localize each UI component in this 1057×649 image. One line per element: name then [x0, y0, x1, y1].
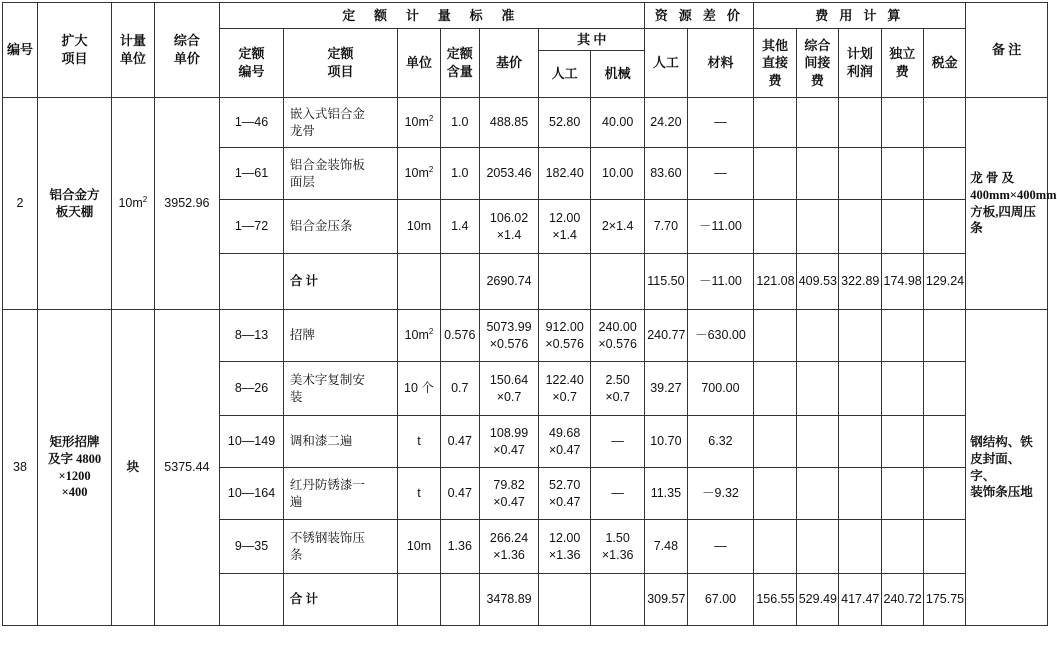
quota-labor: 182.40 — [539, 148, 591, 200]
quota-base: 5073.99 ×0.576 — [479, 310, 538, 362]
header-other-direct: 其他 直接 费 — [754, 29, 796, 98]
quota-code: 10—149 — [220, 416, 284, 468]
quota-unit-base: 10m — [406, 219, 432, 234]
diff-material: — — [687, 520, 754, 574]
quota-unit — [398, 468, 440, 520]
header-among: 其 中 — [539, 29, 645, 51]
quota-labor: 12.00 ×1.4 — [539, 200, 591, 254]
quota-machine: 240.00 ×0.576 — [591, 310, 645, 362]
quota-content: 1.36 — [440, 520, 479, 574]
quota-base: 488.85 — [479, 98, 538, 148]
diff-labor: 11.35 — [645, 468, 687, 520]
group-unit-base: 块 — [126, 460, 140, 475]
header-content: 定额 含量 — [440, 29, 479, 98]
diff-material: — — [687, 148, 754, 200]
table-row — [3, 310, 1048, 362]
quota-code: 1—72 — [220, 200, 284, 254]
total-diff-labor: 115.50 — [645, 254, 687, 310]
header-machine: 机械 — [591, 51, 645, 98]
quota-content: 1.0 — [440, 98, 479, 148]
header-quota-no: 定额 编号 — [220, 29, 284, 98]
quota-name: 红丹防锈漆一 遍 — [283, 468, 397, 520]
quota-content: 1.0 — [440, 148, 479, 200]
quota-base: 108.99 ×0.47 — [479, 416, 538, 468]
quota-unit-base: 10m — [404, 115, 429, 130]
quota-machine: 2×1.4 — [591, 200, 645, 254]
quota-unit-sup: 2 — [428, 326, 434, 336]
diff-labor: 39.27 — [645, 362, 687, 416]
total-diff-material: －11.00 — [687, 254, 754, 310]
group-item: 铝合金方 板天棚 — [37, 98, 111, 310]
total-diff-material: 67.00 — [687, 574, 754, 626]
diff-labor: 7.48 — [645, 520, 687, 574]
header-fee-group: 费 用 计 算 — [754, 3, 966, 29]
quota-unit-base: 10 个 — [404, 381, 434, 396]
diff-material: －630.00 — [687, 310, 754, 362]
quota-content: 1.4 — [440, 200, 479, 254]
header-no: 编号 — [3, 3, 38, 98]
diff-labor: 240.77 — [645, 310, 687, 362]
total-other-direct: 156.55 — [754, 574, 796, 626]
quota-base: 79.82 ×0.47 — [479, 468, 538, 520]
total-overall-indirect: 409.53 — [796, 254, 838, 310]
header-independent: 独立 费 — [881, 29, 923, 98]
quota-unit — [398, 520, 440, 574]
quota-unit-base: t — [417, 486, 421, 501]
header-quota-unit: 单位 — [398, 29, 440, 98]
diff-material: －9.32 — [687, 468, 754, 520]
header-price: 综合 单价 — [154, 3, 220, 98]
total-tax: 175.75 — [923, 574, 965, 626]
quota-base: 106.02 ×1.4 — [479, 200, 538, 254]
total-other-direct: 121.08 — [754, 254, 796, 310]
quota-unit — [398, 416, 440, 468]
table-row — [3, 98, 1048, 148]
total-base: 3478.89 — [479, 574, 538, 626]
header-base-price: 基价 — [479, 29, 538, 98]
group-remark: 钢结构、铁 皮封面、字、 装饰条压地 — [966, 310, 1048, 626]
quota-base: 2053.46 — [479, 148, 538, 200]
diff-material: 6.32 — [687, 416, 754, 468]
quota-labor: 912.00 ×0.576 — [539, 310, 591, 362]
header-tax: 税金 — [923, 29, 965, 98]
group-remark: 龙 骨 及 400mm×400mm 方板,四周压条 — [966, 98, 1048, 310]
quota-code: 8—26 — [220, 362, 284, 416]
quota-name: 不锈钢装饰压 条 — [283, 520, 397, 574]
quota-unit — [398, 98, 440, 148]
quota-labor: 52.70 ×0.47 — [539, 468, 591, 520]
quota-code: 1—46 — [220, 98, 284, 148]
total-independent: 174.98 — [881, 254, 923, 310]
quota-machine: 2.50 ×0.7 — [591, 362, 645, 416]
quota-content: 0.47 — [440, 416, 479, 468]
quota-name: 嵌入式铝合金 龙骨 — [283, 98, 397, 148]
header-unit: 计量 单位 — [112, 3, 154, 98]
group-unit — [112, 98, 154, 310]
quota-name: 调和漆二遍 — [283, 416, 397, 468]
total-plan-profit: 322.89 — [839, 254, 881, 310]
quota-name: 铝合金压条 — [283, 200, 397, 254]
diff-labor: 7.70 — [645, 200, 687, 254]
header-quota-group: 定 额 计 量 标 准 — [220, 3, 645, 29]
header-diff-group: 资 源 差 价 — [645, 3, 754, 29]
header-item: 扩大 项目 — [37, 3, 111, 98]
quota-code: 1—61 — [220, 148, 284, 200]
quota-unit-sup: 2 — [428, 164, 434, 174]
diff-labor: 83.60 — [645, 148, 687, 200]
quota-name: 铝合金装饰板 面层 — [283, 148, 397, 200]
quota-content: 0.7 — [440, 362, 479, 416]
quota-code: 10—164 — [220, 468, 284, 520]
quota-unit-base: t — [417, 434, 421, 449]
header-plan-profit: 计划 利润 — [839, 29, 881, 98]
total-base: 2690.74 — [479, 254, 538, 310]
quota-unit — [398, 362, 440, 416]
header-remark: 备 注 — [966, 3, 1048, 98]
total-tax: 129.24 — [923, 254, 965, 310]
total-overall-indirect: 529.49 — [796, 574, 838, 626]
diff-material: －11.00 — [687, 200, 754, 254]
diff-material: 700.00 — [687, 362, 754, 416]
header-labor: 人工 — [539, 51, 591, 98]
total-diff-labor: 309.57 — [645, 574, 687, 626]
diff-labor: 10.70 — [645, 416, 687, 468]
quota-unit — [398, 148, 440, 200]
group-no: 2 — [3, 98, 38, 310]
group-signboard — [3, 310, 1048, 626]
quota-code: 8—13 — [220, 310, 284, 362]
quota-labor: 52.80 — [539, 98, 591, 148]
quota-machine: — — [591, 468, 645, 520]
quota-unit-base: 10m — [404, 166, 429, 181]
total-label: 合 计 — [283, 254, 397, 310]
header-diff-labor: 人工 — [645, 29, 687, 98]
quota-base: 150.64 ×0.7 — [479, 362, 538, 416]
quota-machine: 10.00 — [591, 148, 645, 200]
group-no: 38 — [3, 310, 38, 626]
quota-unit — [398, 310, 440, 362]
total-label: 合 计 — [283, 574, 397, 626]
quota-unit-sup: 2 — [428, 113, 434, 123]
total-plan-profit: 417.47 — [839, 574, 881, 626]
quota-unit-base: 10m — [406, 539, 432, 554]
quota-unit — [398, 200, 440, 254]
quota-content: 0.47 — [440, 468, 479, 520]
group-unit — [112, 310, 154, 626]
quota-machine: 40.00 — [591, 98, 645, 148]
quota-name: 美术字复制安 装 — [283, 362, 397, 416]
quota-labor: 12.00 ×1.36 — [539, 520, 591, 574]
quota-labor: 122.40 ×0.7 — [539, 362, 591, 416]
quota-base: 266.24 ×1.36 — [479, 520, 538, 574]
total-independent: 240.72 — [881, 574, 923, 626]
group-price: 5375.44 — [154, 310, 220, 626]
diff-labor: 24.20 — [645, 98, 687, 148]
diff-material: — — [687, 98, 754, 148]
quota-content: 0.576 — [440, 310, 479, 362]
group-unit-sup: 2 — [142, 194, 148, 204]
quota-code: 9—35 — [220, 520, 284, 574]
quota-table — [2, 2, 1057, 626]
quota-labor: 49.68 ×0.47 — [539, 416, 591, 468]
group-unit-base: 10m — [118, 196, 143, 211]
group-ceiling — [3, 98, 1057, 310]
quota-machine: — — [591, 416, 645, 468]
header-overall-indirect: 综合 间接 费 — [796, 29, 838, 98]
header-diff-material: 材料 — [687, 29, 754, 98]
group-item: 矩形招牌 及字 4800 ×1200 ×400 — [37, 310, 111, 626]
group-price: 3952.96 — [154, 98, 220, 310]
quota-unit-base: 10m — [404, 328, 429, 343]
header-quota-item: 定额 项目 — [283, 29, 397, 98]
quota-machine: 1.50 ×1.36 — [591, 520, 645, 574]
quota-name: 招牌 — [283, 310, 397, 362]
